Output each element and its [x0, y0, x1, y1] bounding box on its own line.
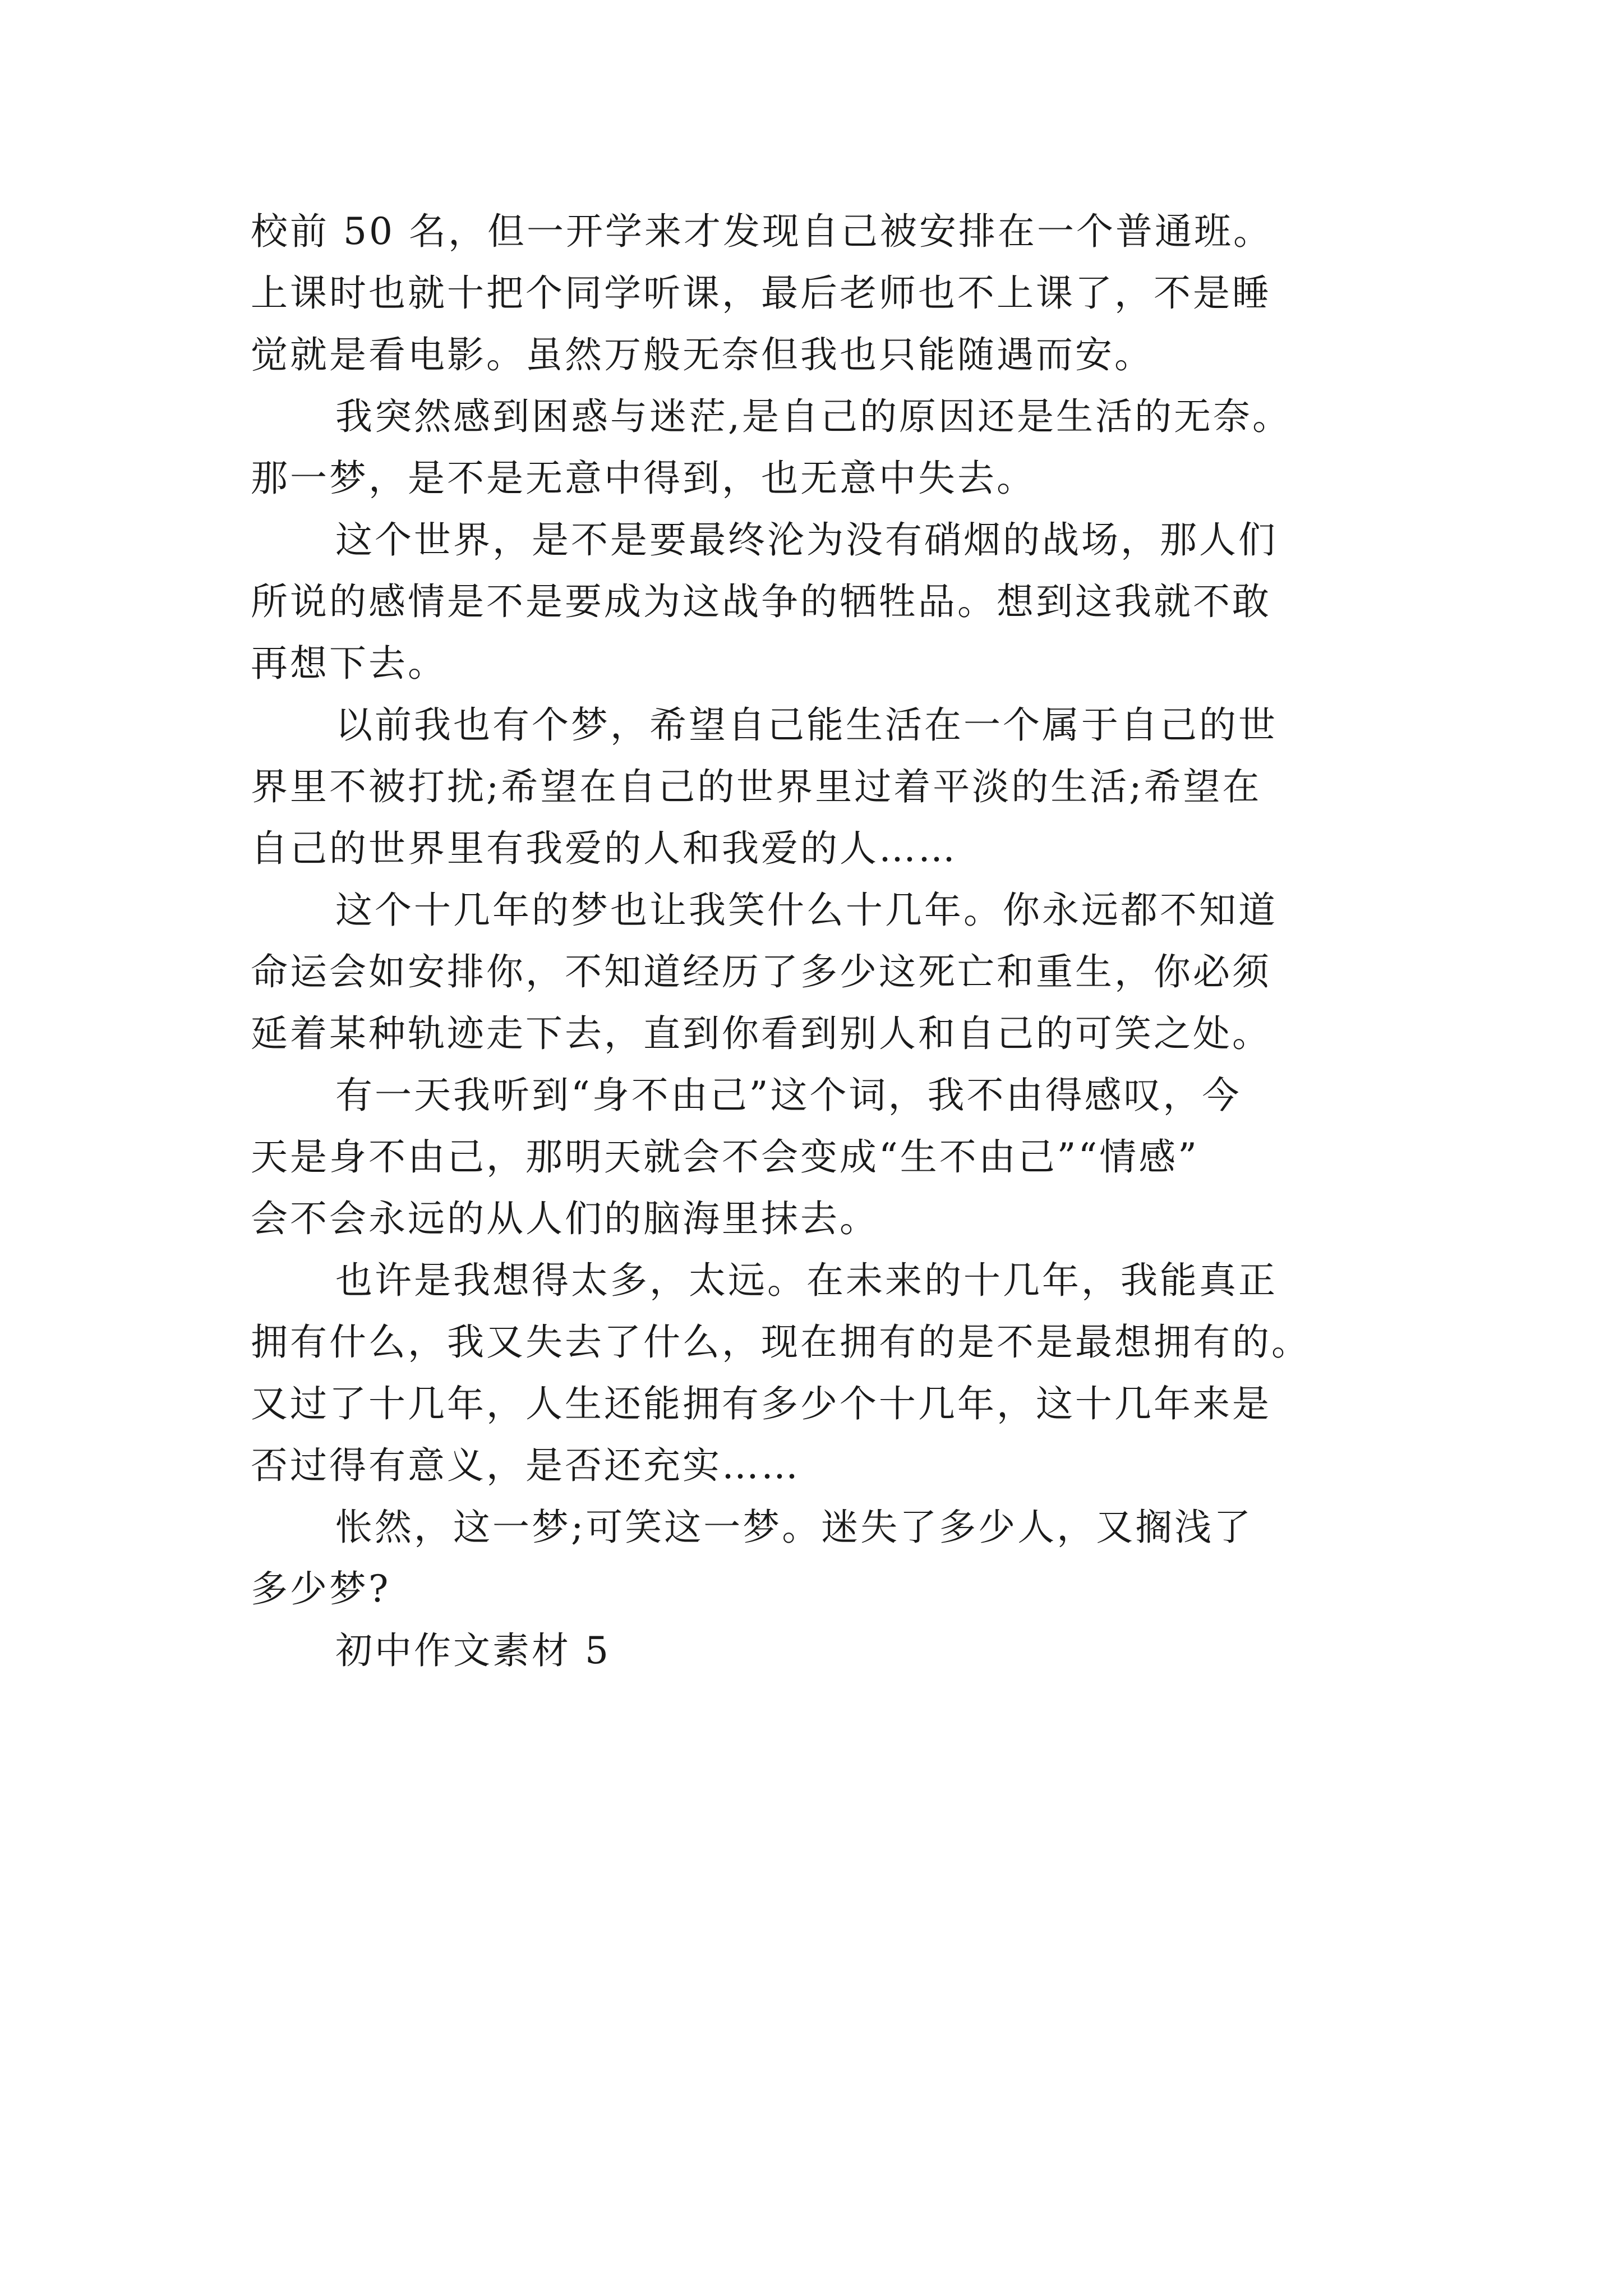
paragraph	[251, 880, 1384, 1065]
paragraph-line: 校前 50 名，但一开学来才发现自己被安排在一个普通班。	[251, 210, 1272, 253]
paragraph	[251, 1497, 1384, 1620]
paragraph-line: 自己的世界里有我爱的人和我爱的人……	[251, 827, 957, 870]
paragraph	[251, 694, 1384, 880]
paragraph-line: 命运会如安排你，不知道经历了多少这死亡和重生，你必须	[251, 950, 1271, 993]
paragraph-line: 那一梦，是不是无意中得到，也无意中失去。	[251, 457, 1036, 500]
paragraph-line: 这个世界，是不是要最终沦为没有硝烟的战场，那人们	[335, 518, 1278, 562]
paragraph-line: 也许是我想得太多，太远。在未来的十几年，我能真正	[335, 1259, 1278, 1302]
paragraph-line: 会不会永远的从人们的脑海里抹去。	[251, 1197, 879, 1240]
paragraph-line: 界里不被打扰;希望在自己的世界里过着平淡的生活;希望在	[251, 765, 1262, 808]
document-body	[251, 201, 1384, 1682]
paragraph-line: 又过了十几年，人生还能拥有多少个十几年，这十几年来是	[251, 1382, 1271, 1425]
paragraph	[251, 1620, 1384, 1682]
paragraph-line: 觉就是看电影。虽然万般无奈但我也只能随遇而安。	[251, 333, 1154, 376]
paragraph-line: 所说的感情是不是要成为这战争的牺牲品。想到这我就不敢	[251, 580, 1271, 623]
paragraph-line: 拥有什么，我又失去了什么，现在拥有的是不是最想拥有的。	[251, 1320, 1311, 1364]
paragraph	[251, 201, 1384, 386]
paragraph-line: 多少梦?	[251, 1567, 391, 1611]
paragraph-line: 这个十几年的梦也让我笑什么十几年。你永远都不知道	[335, 889, 1278, 932]
paragraph-line: 初中作文素材 5	[335, 1629, 611, 1672]
paragraph	[251, 1065, 1384, 1250]
paragraph-line: 天是身不由己，那明天就会不会变成“生不由己”“情感”	[251, 1135, 1199, 1179]
paragraph-line: 再想下去。	[251, 642, 447, 685]
paragraph	[251, 386, 1384, 509]
paragraph-line: 我突然感到困惑与迷茫,是自己的原因还是生活的无奈。	[335, 395, 1292, 438]
paragraph	[251, 1250, 1384, 1497]
paragraph-line: 以前我也有个梦，希望自己能生活在一个属于自己的世	[335, 703, 1278, 747]
paragraph-line: 怅然，这一梦;可笑这一梦。迷失了多少人，又搁浅了	[335, 1506, 1253, 1549]
paragraph-line: 否过得有意义，是否还充实……	[251, 1444, 800, 1487]
paragraph	[251, 509, 1384, 694]
paragraph-line: 上课时也就十把个同学听课，最后老师也不上课了，不是睡	[251, 272, 1271, 315]
paragraph-line: 有一天我听到“身不由己”这个词，我不由得感叹，今	[335, 1074, 1242, 1117]
paragraph-line: 延着某种轨迹走下去，直到你看到别人和自己的可笑之处。	[251, 1012, 1271, 1055]
